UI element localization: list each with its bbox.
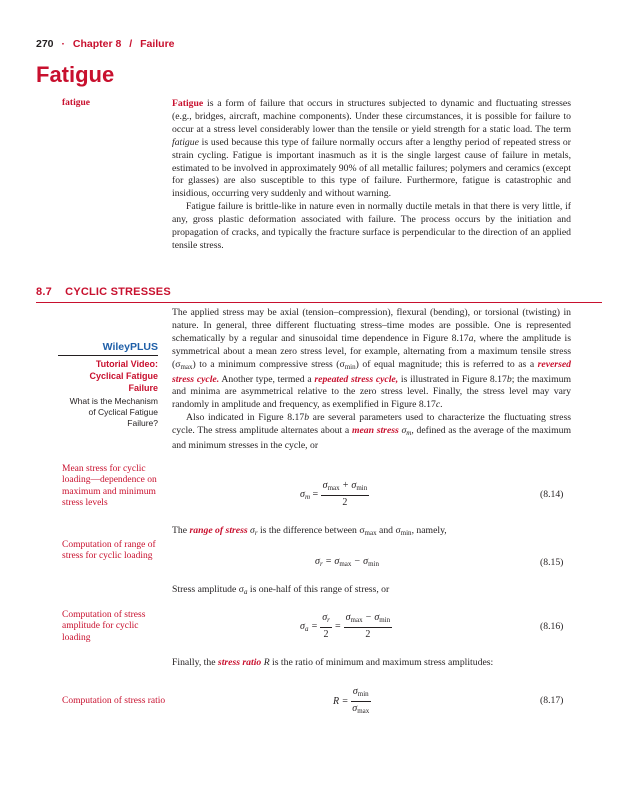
equation-8-17: R = $\frac{\sigma_{min}}{\sigma_{max}}$ [333,686,370,715]
range-sentence: The range of stress $\sigma_r$ is the difference between $\sigma_{max}$ and $\sigma_{min}$, namely, [172,525,447,537]
section-number: 8.7 [36,286,52,298]
section-title: Fatigue [36,62,115,87]
equation-number-8-17: (8.17) [540,695,564,706]
term-stress-ratio: stress ratio [217,657,262,668]
intro-paragraph-1: Fatigue is a form of failure that occurs in structures subjected to dynamic and fluctuating stresses (e.g., bridges, aircraft, machine components). Under these circumstances, it is possible for failure to occur at a stress level considerably lower than the tensile or yield strength for a static load. The term fatigue is used because this type of failure normally occurs after a lengthy period of repeated stress or strain cycling. Fatigue is important inasmuch as it is the single largest cause of failure in metals, estimated to be involved in approximately 90% of all metallic failures; polymers and ceramics (except for glasses) are also susceptible to this type of failure. Furthermore, fatigue is catastrophic and insidious, occurring very suddenly and without warning. [172,98,571,200]
ratio-sentence: Finally, the stress ratio R is the ratio of minimum and maximum stress amplitudes: [172,657,494,668]
term-reversed-stress-cycle: reversed stress cycle. [172,358,571,385]
running-header [36,38,175,50]
wileyplus-label: WileyPLUS [58,341,158,356]
fatigue-term: Fatigue [172,98,204,109]
term-mean-stress: mean stress [351,425,399,437]
equation-8-16: $\sigma_a$ = $\frac{\sigma_r}{2}$ = $\frac{\sigma_{max} - \sigma_{min}}{2}$ [300,612,391,640]
note-range-of-stress: Computation of range of stress for cyclic loading [62,540,156,562]
term-repeated-stress-cycle: repeated stress cycle, [314,373,399,385]
term-range-of-stress: range of stress [189,525,248,536]
equation-number-8-15: (8.15) [540,557,564,568]
margin-term-fatigue: fatigue [62,98,90,108]
cyclic-paragraph-2: Also indicated in Figure 8.17b are several parameters used to characterize the fluctuating stress cycle. The stress amplitude alternates about a mean stress $\sigma_m$, defined as the average of the maximum and minimum stresses in the cycle, or [172,412,572,452]
note-stress-amplitude: Computation of stress amplitude for cyclic loading [62,610,146,643]
equation-8-15: $\sigma_r = \sigma_{max} - \sigma_{min}$ [315,556,379,568]
equation-8-14: $\sigma_m$ = $\frac{\sigma_{max} + \sigma_{min}}{2}$ [300,480,368,508]
note-stress-ratio: Computation of stress ratio [62,696,166,706]
cyclic-text [172,307,571,453]
fraction-min-over-max: $\frac{\sigma_{min}}{\sigma_{max}}$ [352,686,370,715]
chapter-title: Failure [140,38,175,50]
header-slash: / [129,38,133,50]
page-number: 270 [36,38,54,50]
intro-text [172,98,571,253]
fraction-max-min-half: $\frac{\sigma_{max} - \sigma_{min}}{2}$ [345,612,391,640]
note-mean-stress: Mean stress for cyclic loading—dependence on maximum and minimum stress levels [62,464,157,509]
equation-number-8-16: (8.16) [540,621,564,632]
section-heading-8-7 [36,286,602,303]
fraction: $\frac{\sigma_{max} + \sigma_{min}}{2}$ [322,480,368,508]
section-heading-title: CYCLIC STRESSES [65,286,171,298]
chapter-label: Chapter 8 [72,38,122,50]
equation-number-8-14: (8.14) [540,489,564,500]
intro-paragraph-2: Fatigue failure is brittle-like in nature even in normally ductile metals in that there is very little, if any, gross plastic deformation associated with failure. The process occurs by the initiation and propagation of cracks, and typically the fracture surface is perpendicular to the direction of an applied tensile stress. [172,201,571,251]
fraction-range-half: $\frac{\sigma_r}{2}$ [322,612,330,640]
tutorial-video-link[interactable]: Tutorial Video: Cyclical Fatigue Failure [89,359,158,394]
header-separator: · [61,38,65,50]
amplitude-sentence: Stress amplitude $\sigma_a$ is one-half of this range of stress, or [172,584,390,596]
cyclic-paragraph-1: The applied stress may be axial (tension–compression), flexural (bending), or torsional (twisting) in nature. In general, three different fluctuating stress–time modes are possible. One is represented schematically by a regular and sinusoidal time dependence in Figure 8.17a, where the amplitude is symmetrical about a mean zero stress level, for example, alternating from a maximum tensile stress $(\sigma_{max})$ to a minimum compressive stress $(\sigma_{min})$ of equal magnitude; this is referred to as a reversed stress cycle. Another type, termed a repeated stress cycle, is illustrated in Figure 8.17b; the maximum and minima are asymmetrical relative to the zero stress level. Finally, the stress level may vary randomly in amplitude and frequency, as exemplified in Figure 8.17c. [172,307,572,411]
tutorial-question: What is the Mechanism of Cyclical Fatigue Failure? [69,396,158,429]
